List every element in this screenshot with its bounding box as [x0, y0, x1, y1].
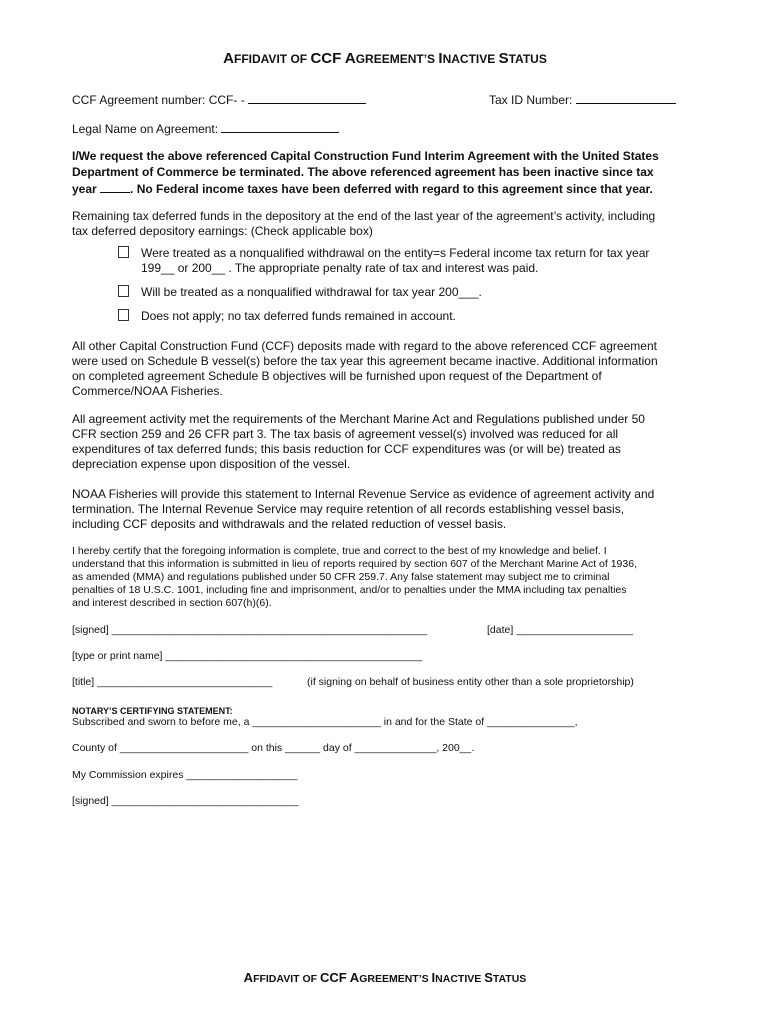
certification-paragraph: I hereby certify that the foregoing information is complete, true and correct to the best of my knowledge and belief. I understand that this information is submitted in lieu of reports required by section 607 of the Merchant Marine Act of 1936, as amended (MMA) and regulations published under 50 CFR 259.7. Any false statement may subject me to criminal penalties of 18 U.S.C. 1001, including fine and imprisonment, and/or to penalties under the MMA including tax penalties and interest described in section 607(h)(6). — [72, 545, 637, 609]
ccf-number-blank[interactable] — [248, 91, 366, 104]
title-line[interactable]: [title] ______________________________ — [72, 676, 273, 688]
legal-name-field: Legal Name on Agreement: — [72, 120, 339, 136]
notary-signed-line[interactable]: [signed] ________________________________ — [72, 795, 299, 807]
tax-id-blank[interactable] — [576, 91, 676, 104]
notary-sworn-line[interactable]: Subscribed and sworn to before me, a ______________________ in and for the State of _______________, — [72, 716, 578, 728]
signed-line[interactable]: [signed] ______________________________________________________ — [72, 624, 428, 636]
option-treated: Were treated as a nonqualified withdrawal on the entity=s Federal income tax return for tax year 199__ or 200__ . The appropriate penalty rate of tax and interest was paid. — [118, 246, 678, 276]
checkbox-does-not-apply[interactable] — [118, 309, 129, 321]
inactive-year-blank[interactable] — [100, 180, 130, 193]
option-will-be-treated: Will be treated as a nonqualified withdrawal for tax year 200___. — [118, 285, 678, 300]
notary-commission-line[interactable]: My Commission expires ___________________ — [72, 769, 298, 781]
notary-heading: NOTARY’S CERTIFYING STATEMENT: — [72, 706, 233, 716]
footer-title: AFFIDAVIT OF CCF AGREEMENT’S INACTIVE STATUS — [243, 970, 527, 985]
option-does-not-apply: Does not apply; no tax deferred funds remained in account. — [118, 309, 678, 324]
remaining-funds-paragraph: Remaining tax deferred funds in the depository at the end of the last year of the agreement’s activity, including tax deferred depository earnings: (Check applicable box) — [72, 209, 656, 238]
agreement-activity-paragraph: All agreement activity met the requirements of the Merchant Marine Act and Regulations published under 50 CFR section 259 and 26 CFR part 3. The tax basis of agreement vessel(s) involved was reduced for all expenditures of tax deferred funds; this basis reduction for CCF expenditures was (or will be) treated as depreciation expense upon disposition of the vessel. — [72, 412, 645, 471]
noaa-statement-paragraph: NOAA Fisheries will provide this statement to Internal Revenue Service as evidence of agreement activity and termination. The Internal Revenue Service may require retention of all records establishing vessel basis, including CCF deposits and withdrawals and the related reduction of vessel basis. — [72, 487, 655, 531]
date-line[interactable]: [date] ____________________ — [487, 624, 633, 636]
legal-name-blank[interactable] — [221, 120, 339, 133]
ccf-number-field: CCF Agreement number: CCF- - — [72, 91, 366, 107]
other-deposits-paragraph: All other Capital Construction Fund (CCF) deposits made with regard to the above referenced CCF agreement were used on Schedule B vessel(s) before the tax year this agreement became inactive. Additional information on completed agreement Schedule B objectives will be furnished upon request of the Department of Commerce/NOAA Fisheries. — [72, 339, 658, 398]
termination-request: I/We request the above referenced Capital Construction Fund Interim Agreement with the United States Department of Commerce be terminated. The above referenced agreement has been inactive since tax year . No Federal income taxes have been deferred with regard to this agreement since that year. — [72, 149, 659, 196]
notary-county-line[interactable]: County of ______________________ on this ______ day of ______________, 200__. — [72, 742, 475, 754]
checkbox-treated[interactable] — [118, 246, 129, 258]
checkbox-will-be-treated[interactable] — [118, 285, 129, 297]
print-name-line[interactable]: [type or print name] ____________________________________________ — [72, 650, 423, 662]
tax-id-field: Tax ID Number: — [489, 91, 676, 107]
document-title: AFFIDAVIT OF CCF AGREEMENT’S INACTIVE STATUS — [223, 50, 547, 67]
title-note: (if signing on behalf of business entity other than a sole proprietorship) — [307, 676, 634, 688]
